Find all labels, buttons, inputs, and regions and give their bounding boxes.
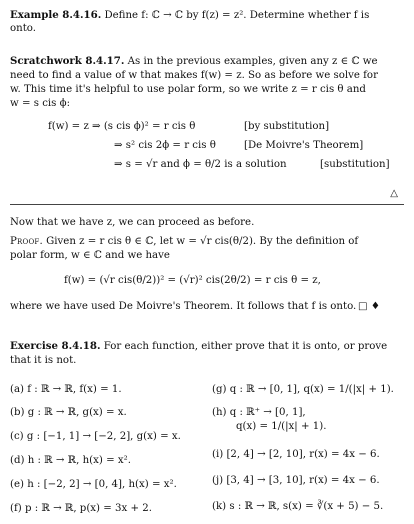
exercise-item-i: (i) [2, 4] → [2, 10], r(x) = 4x − 6. <box>212 449 380 460</box>
exercise-heading <box>10 340 387 353</box>
proof-line-3: where we have used De Moivre's Theorem. It follows that f is onto. <box>10 301 357 312</box>
example-text-continued: onto. <box>10 23 36 34</box>
scratchwork-line-2: need to find a value of w that makes f(w) = z. So as before we solve for <box>10 70 378 81</box>
exercise-item-f: (f) p : ℝ → ℝ, p(x) = 3x + 2. <box>10 503 152 514</box>
qed-diamond-icon: □ ♦ <box>358 301 380 312</box>
example-label: Example 8.4.16. <box>10 9 102 21</box>
proof-label: Proof. <box>10 236 43 247</box>
exercise-item-g: (g) q : ℝ → [0, 1], q(x) = 1/(|x| + 1). <box>212 384 394 395</box>
example-text: Define f: ℂ → ℂ by f(z) = z². Determine whether f is <box>101 10 370 21</box>
proof-intro: Now that we have z, we can proceed as before. <box>10 217 255 228</box>
exercise-item-h: (h) q : ℝ⁺ → [0, 1], <box>212 407 306 418</box>
exercise-item-b: (b) g : ℝ → ℝ, g(x) = x. <box>10 407 127 418</box>
proof-heading <box>10 235 358 248</box>
scratchwork-rule <box>10 204 404 205</box>
exercise-line-2: that it is not. <box>10 355 77 366</box>
exercise-item-c: (c) g : [−1, 1] → [−2, 2], g(x) = x. <box>10 431 181 442</box>
scratch-eq-1-reason: [by substitution] <box>244 121 330 132</box>
proof-line-2: polar form, w ∈ ℂ and we have <box>10 250 170 261</box>
exercise-line-1: For each function, either prove that it is onto, or prove <box>100 341 388 352</box>
scratch-eq-3-reason: [substitution] <box>320 159 390 170</box>
scratch-eq-3-left: ⇒ s = √r and ϕ = θ/2 is a solution <box>114 159 287 170</box>
scratchwork-line-1: As in the previous examples, given any z ∈ ℂ we <box>124 56 378 67</box>
scratchwork-label: Scratchwork 8.4.17. <box>10 55 125 67</box>
example-heading <box>10 9 369 22</box>
exercise-item-k: (k) s : ℝ → ℝ, s(x) = ∛(x + 5) − 5. <box>212 501 384 512</box>
exercise-item-j: (j) [3, 4] → [3, 10], r(x) = 4x − 6. <box>212 475 380 486</box>
scratch-eq-2-reason: [De Moivre's Theorem] <box>244 140 364 151</box>
exercise-label: Exercise 8.4.18. <box>10 340 101 352</box>
exercise-item-a: (a) f : ℝ → ℝ, f(x) = 1. <box>10 384 122 395</box>
scratchwork-line-4: w = s cis ϕ: <box>10 98 71 109</box>
exercise-item-h-continued: q(x) = 1/(|x| + 1). <box>236 421 327 432</box>
scratch-eq-1-left: f(w) = z ⇒ (s cis ϕ)² = r cis θ <box>48 121 196 132</box>
scratch-eq-2-left: ⇒ s² cis 2ϕ = r cis θ <box>114 140 216 151</box>
exercise-item-e: (e) h : [−2, 2] → [0, 4], h(x) = x². <box>10 479 177 490</box>
proof-line-1: Given z = r cis θ ∈ ℂ, let w = √r cis(θ/2). By the definition of <box>42 236 359 247</box>
scratchwork-heading <box>10 55 378 68</box>
scratchwork-line-3: w. This time it's helpful to use polar form, so we write z = r cis θ and <box>10 84 366 95</box>
scratchwork-end-triangle-icon: △ <box>390 188 398 199</box>
exercise-item-d: (d) h : ℝ → ℝ, h(x) = x². <box>10 455 131 466</box>
proof-display-equation: f(w) = (√r cis(θ/2))² = (√r)² cis(2θ/2) = r cis θ = z, <box>64 275 321 286</box>
